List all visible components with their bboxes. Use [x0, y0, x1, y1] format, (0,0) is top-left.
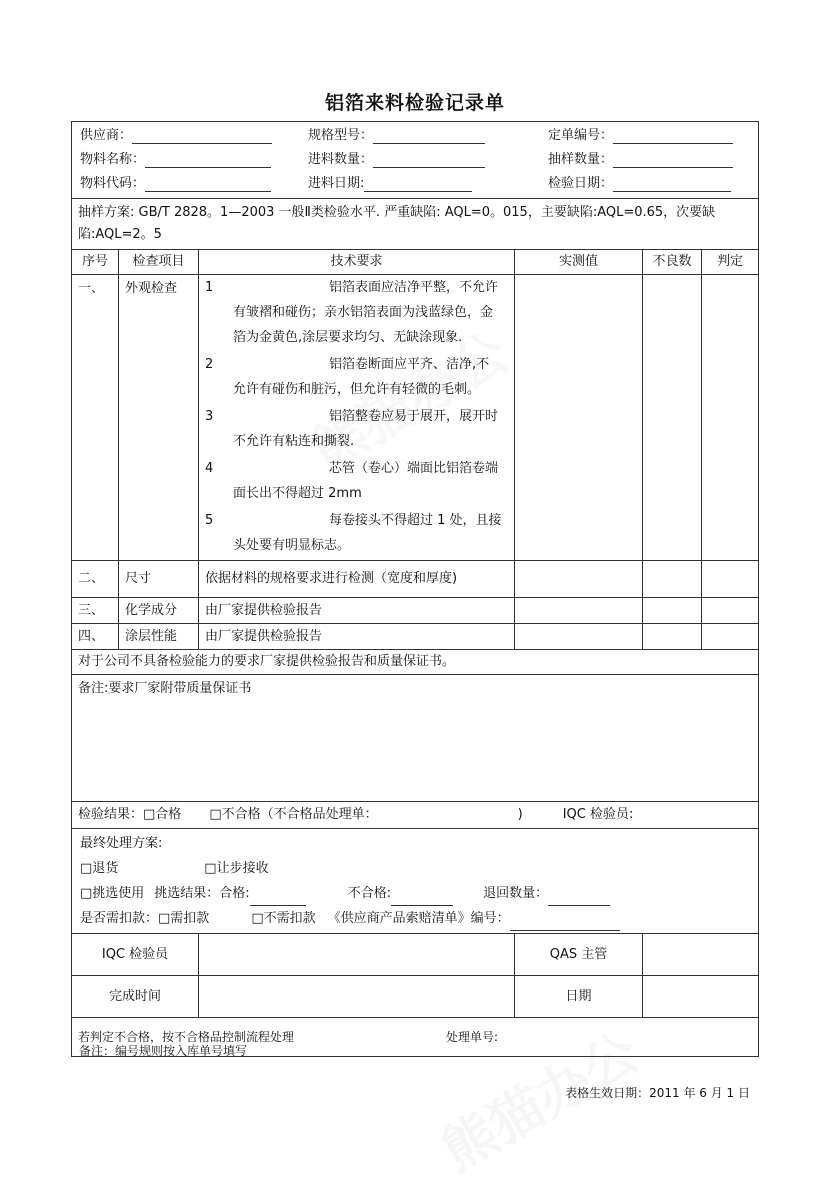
return-qty-field[interactable] [548, 891, 610, 906]
row-no: 二、 [72, 561, 119, 598]
requirement-item: 1 铝箔表面应洁净平整，不允许有皱褶和碰伤；亲水铝箔表面为浅蓝绿色，金箔为金黄色,涂层要求均匀、无缺涂现象. [205, 280, 499, 345]
select-use-checkbox[interactable]: □挑选使用 [80, 886, 145, 901]
material-code-label: 物料代码： [80, 176, 146, 192]
table-row [72, 598, 759, 624]
judgement-cell[interactable] [702, 624, 759, 650]
finish-time-label: 完成时间 [72, 976, 199, 1018]
sign-iqc-field[interactable] [199, 934, 515, 976]
table-row [72, 624, 759, 650]
measured-cell[interactable] [515, 561, 643, 598]
header-info-row [72, 122, 759, 199]
result-label: 检验结果： [78, 807, 144, 823]
remarks-row [72, 675, 759, 802]
date-field[interactable] [643, 976, 759, 1018]
defects-cell[interactable] [643, 561, 702, 598]
defects-cell[interactable] [643, 275, 702, 561]
claim-no-field[interactable] [510, 916, 620, 931]
material-name-field[interactable] [145, 153, 271, 168]
nonconform-text: 若判定不合格，按不合格品控制流程处理 [78, 1029, 295, 1044]
row-no: 四、 [72, 624, 119, 650]
requirement-item: 3 铝箔整卷应易于展开，展开时不允许有粘连和撕裂. [205, 409, 499, 449]
fail-checkbox[interactable]: □不合格（不合格品处理单： [209, 807, 378, 823]
select-result-label: 挑选结果：合格: [154, 886, 250, 901]
measured-cell[interactable] [515, 624, 643, 650]
signature-row [72, 976, 759, 1018]
result-iqc-label: IQC 检验员: [562, 807, 634, 823]
claim-no-label: 《供应商产品索赔清单》编号： [327, 911, 510, 926]
judgement-cell[interactable] [702, 275, 759, 561]
supplier-label: 供应商： [80, 128, 133, 144]
table-row [72, 561, 759, 598]
return-checkbox[interactable]: □退货 [80, 861, 119, 876]
judgement-cell[interactable] [702, 598, 759, 624]
row-item: 尺寸 [119, 561, 199, 598]
order-no-field[interactable] [613, 129, 733, 144]
remarks[interactable]: 备注:要求厂家附带质量保证书 [72, 675, 759, 802]
select-fail-field[interactable] [391, 891, 453, 906]
sign-qas-field[interactable] [643, 934, 759, 976]
inspect-date-label: 检验日期： [548, 176, 614, 192]
finish-time-field[interactable] [199, 976, 515, 1018]
date-label: 日期 [515, 976, 643, 1018]
sample-qty-label: 抽样数量： [548, 152, 614, 168]
inspect-date-field[interactable] [613, 177, 731, 192]
defects-cell[interactable] [643, 598, 702, 624]
return-qty-label: 退回数量： [483, 886, 549, 901]
defects-cell[interactable] [643, 624, 702, 650]
judgement-cell[interactable] [702, 561, 759, 598]
handle-no-label: 处理单号: [446, 1029, 499, 1044]
material-name-label: 物料名称： [80, 152, 146, 168]
deduct-label: 是否需扣款： [80, 911, 159, 926]
no-deduct-checkbox[interactable]: □不需扣款 [251, 911, 316, 926]
material-code-field[interactable] [145, 177, 271, 192]
sampling-plan: 抽样方案: GB/T 2828。1—2003 一般Ⅱ类检验水平. 严重缺陷: AQL=0。015，主要缺陷:AQL=0.65，次要缺陷:AQL=2。5 [72, 199, 759, 250]
incoming-date-field[interactable] [364, 177, 472, 192]
sample-qty-field[interactable] [613, 153, 733, 168]
pass-checkbox[interactable]: □合格 [143, 807, 182, 823]
row-requirement: 由厂家提供检验报告 [199, 624, 515, 650]
select-pass-field[interactable] [250, 891, 306, 906]
final-row [72, 829, 759, 934]
row-requirement: 由厂家提供检验报告 [199, 598, 515, 624]
page-title: 铝箔来料检验记录单 [324, 92, 505, 114]
select-fail-label: 不合格: [347, 886, 392, 901]
requirement-item: 5 每卷接头不得超过 1 处，且接头处要有明显标志。 [205, 513, 502, 553]
table-row [72, 275, 759, 561]
spec-model-field[interactable] [373, 129, 485, 144]
sign-iqc-label: IQC 检验员 [72, 934, 199, 976]
result-row [72, 802, 759, 829]
col-header-measured: 实测值 [515, 250, 643, 275]
col-header-defects: 不良数 [643, 250, 702, 275]
col-header-requirement: 技术要求 [199, 250, 515, 275]
order-no-label: 定单编号： [548, 128, 614, 144]
spec-model-label: 规格型号： [308, 128, 374, 144]
incoming-date-label: 进料日期: [308, 176, 365, 192]
supplier-field[interactable] [132, 129, 272, 144]
note-row [72, 650, 759, 675]
requirement-item: 4 芯管（卷心）端面比铝箔卷端面长出不得超过 2mm [205, 461, 499, 501]
row-item: 外观检查 [119, 275, 199, 561]
row-no: 一、 [72, 275, 119, 561]
note-full: 对于公司不具备检验能力的要求厂家提供检验报告和质量保证书。 [72, 650, 759, 675]
sampling-plan-row [72, 199, 759, 250]
signature-row [72, 934, 759, 976]
col-header-no: 序号 [72, 250, 119, 275]
inspection-form [71, 121, 759, 1057]
row-requirements [199, 275, 515, 561]
sign-qas-label: QAS 主管 [515, 934, 643, 976]
column-header-row [72, 250, 759, 275]
concession-checkbox[interactable]: □让步接收 [204, 861, 269, 876]
final-label: 最终处理方案: [80, 836, 163, 851]
requirement-item: 2 铝箔卷断面应平齐、洁净,不允许有碰伤和脏污，但允许有轻微的毛刺。 [205, 357, 490, 397]
need-deduct-checkbox[interactable]: □需扣款 [158, 911, 210, 926]
incoming-qty-label: 进料数量： [308, 152, 374, 168]
measured-cell[interactable] [515, 275, 643, 561]
measured-cell[interactable] [515, 598, 643, 624]
row-item: 化学成分 [119, 598, 199, 624]
close-paren: ) [517, 807, 523, 823]
effective-date: 表格生效日期：2011 年 6 月 1 日 [565, 1086, 750, 1100]
row-requirement: 依据材料的规格要求进行检测（宽度和厚度) [199, 561, 515, 598]
incoming-qty-field[interactable] [373, 153, 485, 168]
col-header-judgement: 判定 [702, 250, 759, 275]
row-no: 三、 [72, 598, 119, 624]
col-header-item: 检查项目 [119, 250, 199, 275]
row-item: 涂层性能 [119, 624, 199, 650]
footnote: 备注：编号规则按入库单号填写 [79, 1044, 248, 1058]
